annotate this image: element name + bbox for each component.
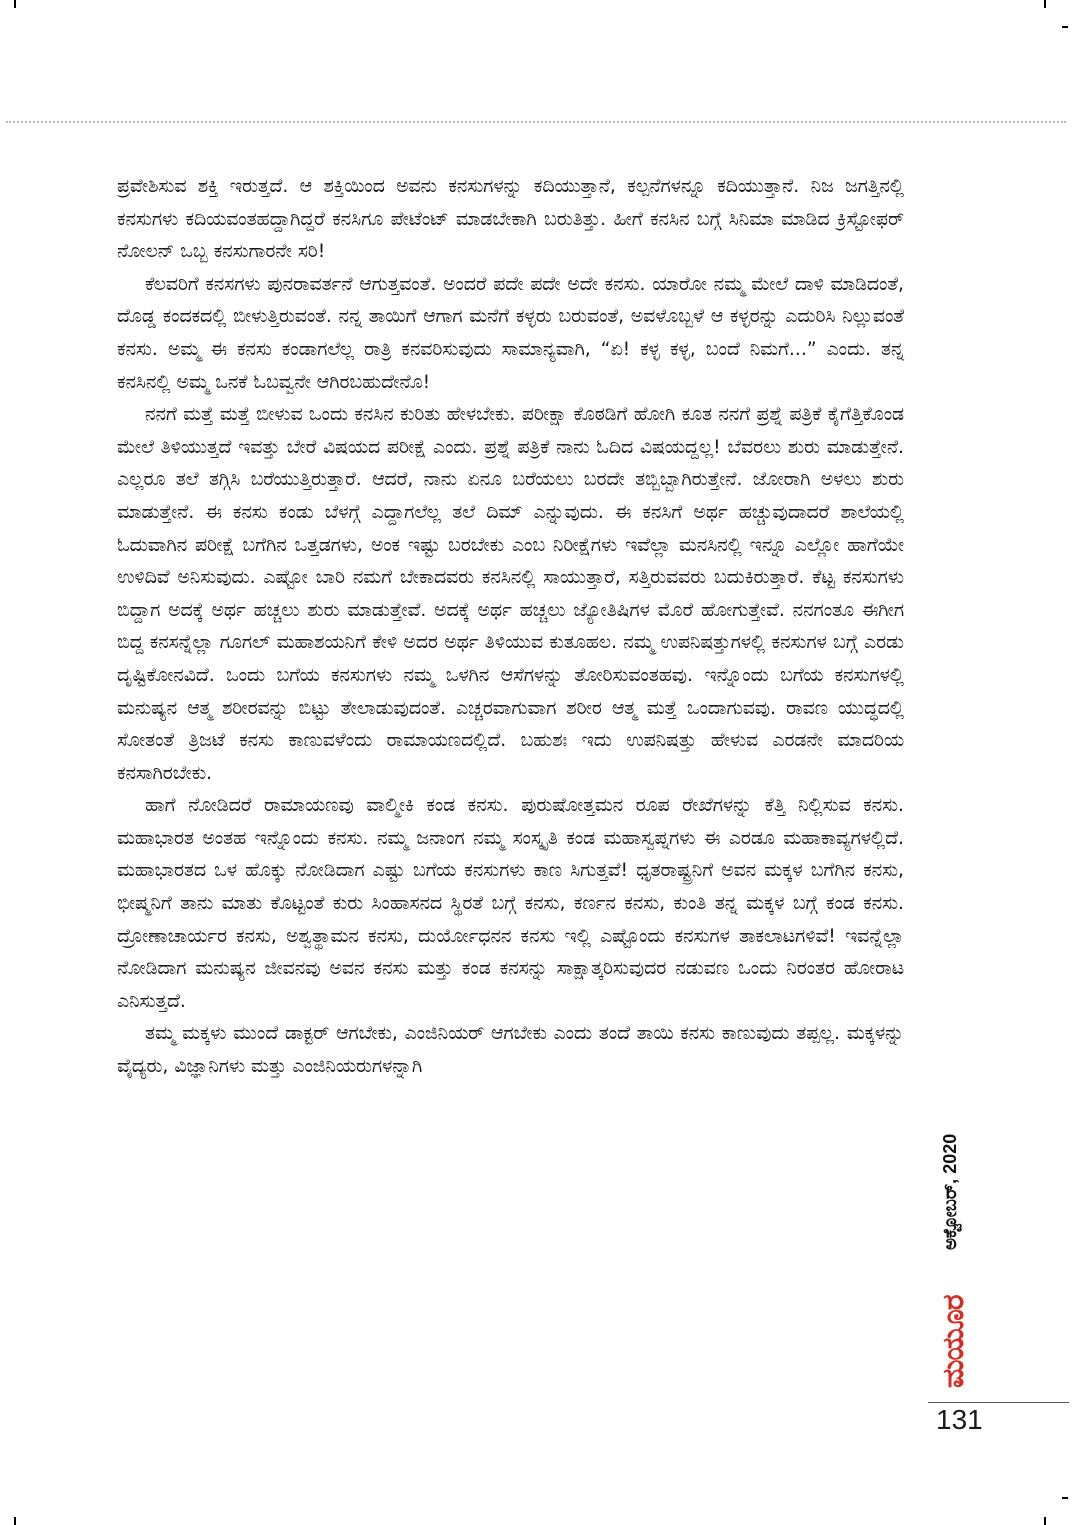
crop-mark-right-lower <box>1062 1497 1068 1499</box>
issue-date-text: ಅಕ್ಟೋಬರ್, 2020 <box>940 1133 960 1250</box>
issue-date-vertical <box>940 1080 970 1250</box>
page-number: 131 <box>936 1404 983 1435</box>
magazine-logo <box>936 1258 972 1388</box>
crop-mark-right-upper <box>1062 26 1068 28</box>
paragraph: ಕೆಲವರಿಗೆ ಕನಸಗಳು ಪುನರಾವರ್ತನೆ ಆಗುತ್ತವಂತೆ. ಅಂದರೆ ಪದೇ ಪದೇ ಅದೇ ಕನಸು. ಯಾರೋ ನಮ್ಮ ಮೇಲೆ ದಾಳಿ ಮಾಡಿದಂತೆ, ದೊಡ್ಡ ಕಂದಕದಲ್ಲಿ ಬೀಳುತ್ತಿರುವಂತೆ. ನನ್ನ ತಾಯಿಗೆ ಆಗಾಗ ಮನೆಗೆ ಕಳ್ಳರು ಬರುವಂತೆ, ಅವಳೊಬ್ಬಳೆ ಆ ಕಳ್ಳರನ್ನು ಎದುರಿಸಿ ನಿಲ್ಲುವಂತೆ ಕನಸು. ಅಮ್ಮ ಈ ಕನಸು ಕಂಡಾಗಲೆಲ್ಲ ರಾತ್ರಿ ಕನವರಿಸುವುದು ಸಾಮಾನ್ಯವಾಗಿ, “ಏ! ಕಳ್ಳ ಕಳ್ಳ, ಬಂದೆ ನಿಮಗೆ...” ಎಂದು. ತನ್ನ ಕನಸಿನಲ್ಲಿ ಅಮ್ಮ ಒನಕೆ ಓಬವ್ವನೇ ಆಗಿರಬಹುದೇನೊ! <box>117 273 904 393</box>
paragraph: ಪ್ರವೇಶಿಸುವ ಶಕ್ತಿ ಇರುತ್ತದೆ. ಆ ಶಕ್ತಿಯಿಂದ ಅವನು ಕನಸುಗಳನ್ನು ಕದಿಯುತ್ತಾನೆ, ಕಲ್ಪನೆಗಳನ್ನೂ ಕದಿಯುತ್ತಾನೆ. ನಿಜ ಜಗತ್ತಿನಲ್ಲಿ ಕನಸುಗಳು ಕದಿಯವಂತಹದ್ದಾಗಿದ್ದರೆ ಕನಸಿಗೂ ಪೇಟೆಂಟ್ ಮಾಡಬೇಕಾಗಿ ಬರುತಿತ್ತು. ಹೀಗೆ ಕನಸಿನ ಬಗ್ಗೆ ಸಿನಿಮಾ ಮಾಡಿದ ಕ್ರಿಸ್ಟೋಫರ್ ನೋಲನ್ ಒಬ್ಬ ಕನಸುಗಾರನೇ ಸರಿ! <box>117 176 904 263</box>
paragraph: ತಮ್ಮ ಮಕ್ಕಳು ಮುಂದೆ ಡಾಕ್ಟರ್ ಆಗಬೇಕು, ಎಂಜಿನಿಯರ್ ಆಗಬೇಕು ಎಂದು ತಂದೆ ತಾಯಿ ಕನಸು ಕಾಣುವುದು ತಪ್ಪಲ್ಲ. ಮಕ್ಕಳನ್ನು ವೈದ್ಯರು, ವಿಜ್ಞಾನಿಗಳು ಮತ್ತು ಎಂಜಿನಿಯರುಗಳನ್ನಾಗಿ <box>117 1023 904 1078</box>
crop-mark-bottom-left <box>14 1517 16 1525</box>
crop-mark-top-left <box>14 0 16 8</box>
crop-mark-bottom-right <box>1044 1517 1046 1525</box>
paragraph: ಹಾಗೆ ನೋಡಿದರೆ ರಾಮಾಯಣವು ವಾಲ್ಮೀಕಿ ಕಂಡ ಕನಸು. ಪುರುಷೋತ್ತಮನ ರೂಪ ರೇಖೆಗಳನ್ನು ಕೆತ್ತಿ ನಿಲ್ಲಿಸುವ ಕನಸು. ಮಹಾಭಾರತ ಅಂತಹ ಇನ್ನೊಂದು ಕನಸು. ನಮ್ಮ ಜನಾಂಗ ನಮ್ಮ ಸಂಸ್ಕೃತಿ ಕಂಡ ಮಹಾಸ್ವಪ್ನಗಳು ಈ ಎರಡೂ ಮಹಾಕಾವ್ಯಗಳಲ್ಲಿದೆ. ಮಹಾಭಾರತದ ಒಳ ಹೊಕ್ಕು ನೋಡಿದಾಗ ಎಷ್ಟು ಬಗೆಯ ಕನಸುಗಳು ಕಾಣ ಸಿಗುತ್ತವೆ! ಧೃತರಾಷ್ಟ್ರನಿಗೆ ಅವನ ಮಕ್ಕಳ ಬಗೆಗಿನ ಕನಸು, ಭೀಷ್ಮನಿಗೆ ತಾನು ಮಾತು ಕೊಟ್ಟಂತೆ ಕುರು ಸಿಂಹಾಸನದ ಸ್ಥಿರತೆ ಬಗ್ಗೆ ಕನಸು, ಕರ್ಣನ ಕನಸು, ಕುಂತಿ ತನ್ನ ಮಕ್ಕಳ ಬಗ್ಗೆ ಕಂಡ ಕನಸು. ದ್ರೋಣಾಚಾರ್ಯರ ಕನಸು, ಅಶ್ವತ್ಥಾಮನ ಕನಸು, ದುರ್ಯೋಧನನ ಕನಸು ಇಲ್ಲಿ ಎಷ್ಟೊಂದು ಕನಸುಗಳ ತಾಕಲಾಟಗಳಿವೆ! ಇವನ್ನೆಲ್ಲಾ ನೋಡಿದಾಗ ಮನುಷ್ಯನ ಜೀವನವು ಅವನ ಕನಸು ಮತ್ತು ಕಂಡ ಕನಸನ್ನು ಸಾಕ್ಷಾತ್ಕರಿಸುವುದರ ನಡುವಣ ಒಂದು ನಿರಂತರ ಹೋರಾಟ ಎನಿಸುತ್ತದೆ. <box>117 795 904 1012</box>
crop-mark-top-right <box>1044 0 1046 8</box>
magazine-logo-text: ಮಯೂರ <box>936 1295 971 1388</box>
article-body <box>117 171 904 1084</box>
header-dotted-rule <box>6 121 1066 123</box>
footer-rule <box>928 1402 1069 1403</box>
paragraph: ನನಗೆ ಮತ್ತೆ ಮತ್ತೆ ಬೀಳುವ ಒಂದು ಕನಸಿನ ಕುರಿತು ಹೇಳಬೇಕು. ಪರೀಕ್ಷಾ ಕೊಠಡಿಗೆ ಹೋಗಿ ಕೂತ ನನಗೆ ಪ್ರಶ್ನೆ ಪತ್ರಿಕೆ ಕೈಗೆತ್ತಿಕೊಂಡ ಮೇಲೆ ತಿಳಿಯುತ್ತದೆ ಇವತ್ತು ಬೇರೆ ವಿಷಯದ ಪರೀಕ್ಷೆ ಎಂದು. ಪ್ರಶ್ನೆ ಪತ್ರಿಕೆ ನಾನು ಓದಿದ ವಿಷಯದ್ದಲ್ಲ! ಬೆವರಲು ಶುರು ಮಾಡುತ್ತೇನೆ. ಎಲ್ಲರೂ ತಲೆ ತಗ್ಗಿಸಿ ಬರೆಯುತ್ತಿರುತ್ತಾರೆ. ಆದರೆ, ನಾನು ಏನೂ ಬರೆಯಲು ಬರದೇ ತಬ್ಬಿಬ್ಬಾಗಿರುತ್ತೇನೆ. ಜೋರಾಗಿ ಅಳಲು ಶುರು ಮಾಡುತ್ತೇನೆ. ಈ ಕನಸು ಕಂಡು ಬೆಳಗ್ಗೆ ಎದ್ದಾಗಲೆಲ್ಲ ತಲೆ ದಿಮ್ ಎನ್ನುವುದು. ಈ ಕನಸಿಗೆ ಅರ್ಥ ಹಚ್ಚುವುದಾದರೆ ಶಾಲೆಯಲ್ಲಿ ಓದುವಾಗಿನ ಪರೀಕ್ಷೆ ಬಗೆಗಿನ ಒತ್ತಡಗಳು, ಅಂಕ ಇಷ್ಟು ಬರಬೇಕು ಎಂಬ ನಿರೀಕ್ಷೆಗಳು ಇವೆಲ್ಲಾ ಮನಸಿನಲ್ಲಿ ಇನ್ನೂ ಎಲ್ಲೋ ಹಾಗೆಯೇ ಉಳಿದಿವೆ ಅನಿಸುವುದು. ಎಷ್ಟೋ ಬಾರಿ ನಮಗೆ ಬೇಕಾದವರು ಕನಸಿನಲ್ಲಿ ಸಾಯುತ್ತಾರೆ, ಸತ್ತಿರುವವರು ಬದುಕಿರುತ್ತಾರೆ. ಕೆಟ್ಟ ಕನಸುಗಳು ಬಿದ್ದಾಗ ಅದಕ್ಕೆ ಅರ್ಥ ಹಚ್ಚಲು ಶುರು ಮಾಡುತ್ತೇವೆ. ಅದಕ್ಕೆ ಅರ್ಥ ಹಚ್ಚಲು ಜ್ಯೋತಿಷಿಗಳ ಮೊರೆ ಹೋಗುತ್ತೇವೆ. ನನಗಂತೂ ಈಗೀಗ ಬಿದ್ದ ಕನಸನ್ನೆಲ್ಲಾ ಗೂಗಲ್ ಮಹಾಶಯನಿಗೆ ಕೇಳಿ ಅದರ ಅರ್ಥ ತಿಳಿಯುವ ಕುತೂಹಲ. ನಮ್ಮ ಉಪನಿಷತ್ತುಗಳಲ್ಲಿ ಕನಸುಗಳ ಬಗ್ಗೆ ಎರಡು ದೃಷ್ಟಿಕೋನವಿದೆ. ಒಂದು ಬಗೆಯ ಕನಸುಗಳು ನಮ್ಮ ಒಳಗಿನ ಆಸೆಗಳನ್ನು ತೋರಿಸುವಂತಹವು. ಇನ್ನೊಂದು ಬಗೆಯ ಕನಸುಗಳಲ್ಲಿ ಮನುಷ್ಯನ ಆತ್ಮ ಶರೀರವನ್ನು ಬಿಟ್ಟು ತೇಲಾಡುವುದಂತೆ. ಎಚ್ಚರವಾಗುವಾಗ ಶರೀರ ಆತ್ಮ ಮತ್ತೆ ಒಂದಾಗುವವು. ರಾವಣ ಯುದ್ಧದಲ್ಲಿ ಸೋತಂತೆ ತ್ರಿಜಟೆ ಕನಸು ಕಾಣುವಳೆಂದು ರಾಮಾಯಣದಲ್ಲಿದೆ. ಬಹುಶಃ ಇದು ಉಪನಿಷತ್ತು ಹೇಳುವ ಎರಡನೇ ಮಾದರಿಯ ಕನಸಾಗಿರಬೇಕು. <box>117 404 904 784</box>
